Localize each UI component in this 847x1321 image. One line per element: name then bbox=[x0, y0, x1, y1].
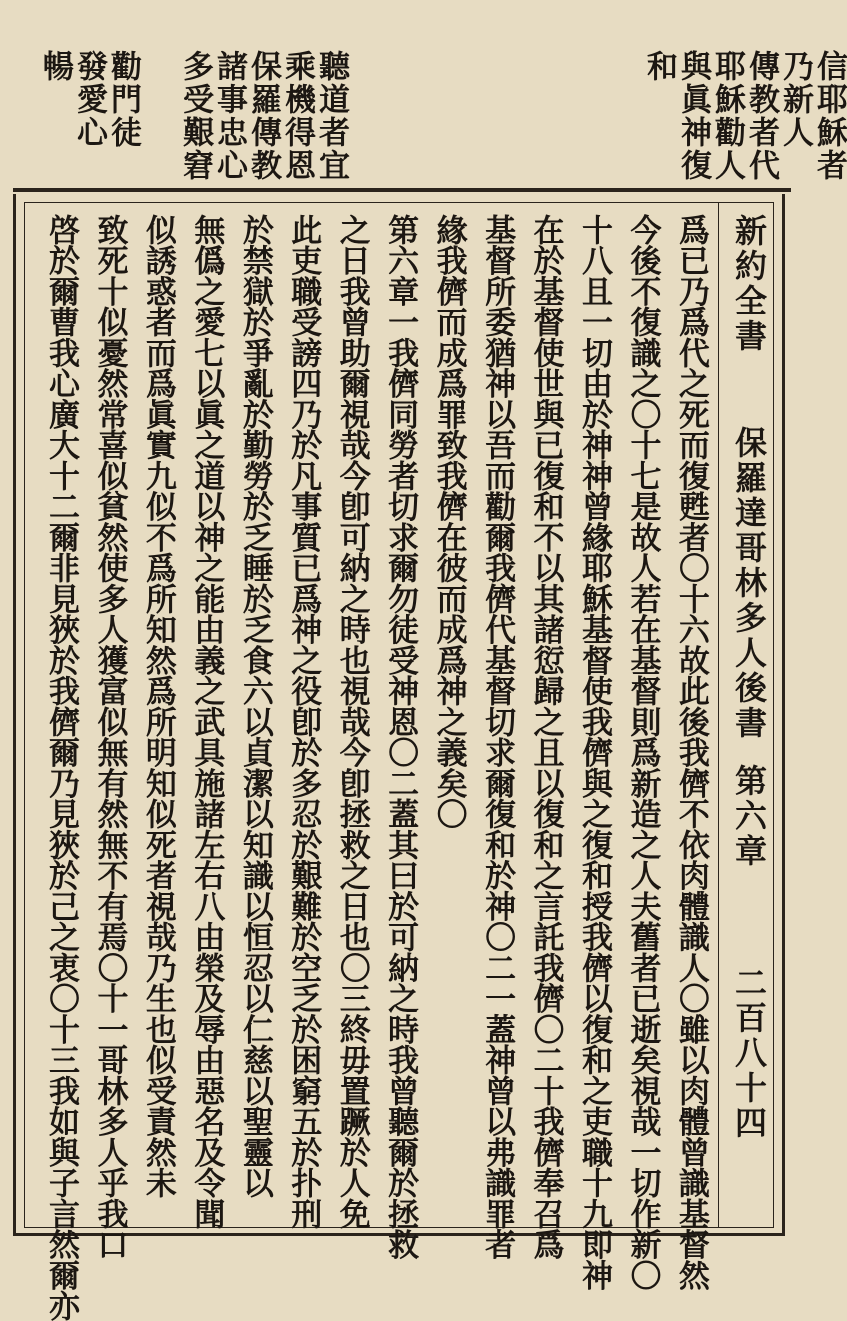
page-number: 二百八十四 bbox=[730, 966, 768, 1141]
text-column: 緣我儕而成爲罪致我儕在彼而成爲神之義矣〇 bbox=[430, 214, 467, 829]
text-column: 之日我曾助爾視哉今卽可納之時也視哉今卽拯救之日也〇三終毋置蹶於人免 bbox=[333, 214, 370, 1229]
text-column: 第六章一我儕同勞者切求爾勿徒受神恩〇二蓋其曰於可納之時我曾聽爾於拯救 bbox=[382, 214, 419, 1260]
text-column: 於禁獄於爭亂於勤勞於乏睡於乏食六以貞潔以知識以恒忍以仁慈以聖靈以 bbox=[236, 214, 273, 1198]
text-column: 爲已乃爲代之死而復甦者〇十六故此後我儕不依肉體識人〇雖以肉體曾識基督然 bbox=[672, 214, 709, 1291]
hymn-line: 乘機得恩 bbox=[279, 50, 315, 182]
hymn-line: 和 bbox=[641, 50, 677, 83]
text-column: 此吏職受謗四乃於凡事質已爲神之役卽於多忍於艱難於空乏於困窮五於扑刑 bbox=[285, 214, 322, 1229]
hymn-line: 諸事忠心 bbox=[211, 50, 247, 182]
hymn-list-left bbox=[38, 50, 140, 149]
hymn-list-middle bbox=[178, 50, 348, 182]
chapter-label: 第六章 bbox=[730, 764, 768, 869]
hymn-line: 信耶穌者 bbox=[811, 50, 847, 182]
text-column: 在於基督使世與已復和不以其諸愆歸之且以復和之言託我儕〇二十我儕奉召爲 bbox=[527, 214, 564, 1260]
text-column: 啓於爾曹我心廣大十二爾非見狹於我儕爾乃見狹於己之衷〇十三我如與子言然爾亦 bbox=[43, 214, 79, 1321]
hymn-line: 與眞神復 bbox=[675, 50, 711, 182]
hymn-line: 暢 bbox=[37, 50, 73, 83]
hymn-line: 傳教者代 bbox=[743, 50, 779, 182]
hymn-list-top-right bbox=[642, 50, 846, 182]
text-column: 基督所委猶神以吾而勸爾我儕代基督切求爾復和於神〇二一蓋神曾以弗識罪者 bbox=[479, 214, 516, 1260]
body-text bbox=[40, 214, 712, 1321]
hymn-line: 多受艱窘 bbox=[177, 50, 213, 182]
epistle-title: 保羅達哥林多人後書 bbox=[730, 426, 768, 741]
text-column: 無僞之愛七以眞之道以神之能由義之武具施諸左右八由榮及辱由惡名及令聞 bbox=[188, 214, 225, 1229]
top-rule bbox=[13, 188, 791, 192]
hymn-line: 乃新人 bbox=[777, 50, 813, 149]
hymn-line: 發愛心 bbox=[71, 50, 107, 149]
text-column: 十八且一切由於神神曾緣耶穌基督使我儕與之復和授我儕以復和之吏職十九即神 bbox=[575, 214, 612, 1291]
hymn-line: 耶穌勸人 bbox=[709, 50, 745, 182]
running-head bbox=[726, 214, 774, 1224]
book-title: 新約全書 bbox=[730, 214, 768, 354]
text-column: 今後不復識之〇十七是故人若在基督則爲新造之人夫舊者已逝矣視哉一切作新〇 bbox=[624, 214, 661, 1291]
hymn-line: 保羅傳教 bbox=[245, 50, 281, 182]
header-divider bbox=[718, 202, 719, 1228]
text-column: 似誘惑者而爲眞實九似不爲所知然爲所明知似死者視哉乃生也似受責然未 bbox=[139, 214, 176, 1198]
hymn-line: 聽道者宜 bbox=[313, 50, 349, 182]
hymn-line: 勸門徒 bbox=[105, 50, 141, 149]
text-column: 致死十似憂然常喜似貧然使多人獲富似無有然無不有焉〇十一哥林多人乎我口 bbox=[91, 214, 128, 1260]
